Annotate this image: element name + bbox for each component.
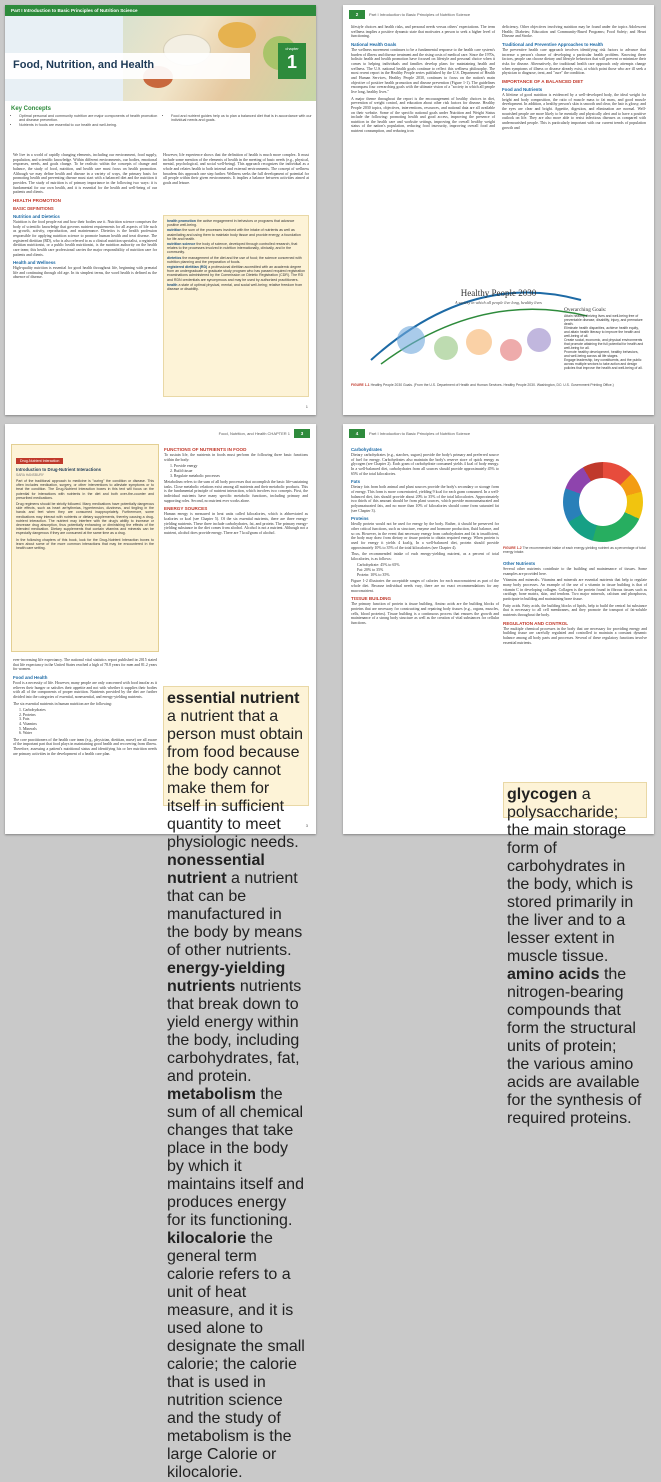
paragraph: The six essential nutrients in human nutrition are the following: xyxy=(13,701,113,706)
glossary-definition: a nutrient that can be manufactured in the body by means of other nutrients. xyxy=(167,870,303,959)
paragraph: ever-increasing life expectancy. The national vital statistics report published in 2015 stated that life expectancy in the United States reached a high of 78.8 years for men and 81.2 years for women. xyxy=(13,658,157,672)
page1-left-column xyxy=(13,153,157,282)
glossary-box xyxy=(163,215,309,397)
page-3 xyxy=(5,424,316,1481)
glossary-entry xyxy=(507,786,643,966)
paragraph: Vitamins and minerals. Vitamins and minerals are essential nutrients that help to regulate many body processes. An example of the use of a vitamin in tissue building is that of vitamin C in developing collagen. Collagen is the protein found in fibrous tissues such as cartilage, bone matrix, skin, and tendons. Two major minerals, calcium and phosphorus, participate in building and maintaining bone tissue. xyxy=(503,578,647,601)
glossary-term: essential nutrient xyxy=(167,690,300,707)
nutrition-paragraph: Nutrition is the food people eat and how their bodies use it. Nutrition science comprises the body of scientific knowledge that governs nutrient requirements for all aspects of life such as growth, activity, reproduction, and maintenance. Dietetics is the health profession responsible for applying nutrition science to promote human health and treat disease. The registered dietitian (RD), who is also referred to as a clinical nutrition specialist, a registered dietitian nutritionist, or a public health nutritionist, is the nutrition authority on the health care team; this health care professional carries the major responsibility of nutrition care for patients and clients. xyxy=(13,219,157,257)
glossary-entry xyxy=(167,960,305,1086)
glossary-definition: the sum of all chemical changes that take place in the body by which it maintains itself and produces energy for its functioning. xyxy=(167,1086,304,1229)
glossary-definition: the body of science, developed through controlled research, that relates to the processes involved in nutrition internationally, clinically, and in the community. xyxy=(167,242,298,255)
chapter-number-box xyxy=(278,43,306,79)
page-number-tab: 3 xyxy=(294,429,310,438)
subheading-other-nutrients: Other Nutrients xyxy=(503,561,536,566)
paragraph: The primary function of protein is tissue building. Amino acids are the building blocks of proteins that are necessary for constructing and repairing body tissues (e.g., organs, muscles, cells, blood proteins). Tissue building is a continuous process that ensures the growth and maintenance of a strong body structure as well as the creation of vital substances for cellular functions. xyxy=(351,602,499,625)
running-head: Food, Nutrition, and Health CHAPTER 1 xyxy=(218,431,290,436)
paragraph: The preventive health care approach involves identifying risk factors to advance that increase a person's chance of developing a particular health problem. Knowing these factors, people can choose dietary and lifestyle behaviors that will prevent or minimize their risks for disease. Alternatively, the traditional health care approach only attempts change when symptoms of illness or disease already exist, at which point those who are ill seek a physician to diagnose, treat, and "cure" the condition. xyxy=(502,47,646,76)
running-head: Part I Introduction to Basic Principles of Nutrition Science xyxy=(369,12,471,17)
list-item: 3. Fats xyxy=(19,717,30,722)
figure-label: FIGURE 1-2 xyxy=(503,546,522,550)
section-heading: TISSUE BUILDING xyxy=(351,596,392,602)
list-item: Carbohydrate: 45% to 65% xyxy=(357,563,400,568)
determinant-bubble xyxy=(527,328,551,352)
paragraph: Several other nutrients contribute to the building and maintenance of tissues. Some examples are provided here. xyxy=(503,567,647,576)
determinant-bubble xyxy=(434,336,458,360)
section-heading: IMPORTANCE OF A BALANCED DIET xyxy=(502,78,584,84)
paragraph: Metabolism refers to the sum of all body processes that accomplish the basic life-sustaining tasks. Close metabolic relations exist among all nutrients and their metabolic products. This is the fundamental principle of nutrient interaction, which involves two concepts. First, the individual nutrients have many specific metabolic functions, including primary and supporting roles. Second, no nutrient ever works alone. xyxy=(164,480,308,503)
glossary-term: nonessential nutrient xyxy=(167,852,265,887)
macronutrient-pie-graphic xyxy=(563,462,643,542)
subheading-nutrition: Nutrition and Dietetics xyxy=(13,213,60,219)
list-item: 4. Vitamins xyxy=(19,722,37,727)
figure-label: FIGURE 1-1 xyxy=(351,383,370,387)
glossary-term: dietetics xyxy=(167,255,182,260)
paragraph: The wellness movement continues to be a fundamental response to the health care system's burden of illness and disease treatment and the rising costs of medical care. Since the 1970s, holistic health and health promotion have focused on lifestyle and personal choice when it comes to helping individuals and families develop plans for maintaining health and wellness. The U.S. national health goals continue to reflect this wellness philosophy. The most recent report in the Healthy People series published by the U.S. Department of Health and Human Services, Healthy People 2030, continues to focus on the nation's main objective of positive health promotion and disease prevention (Figure 1-1). The guidelines encompass four overarching goals with the ultimate vision of a "society in which all people live long, healthy lives." xyxy=(351,47,495,94)
glossary-definition: nutrients that break down to yield energy within the body, including carbohydrates, fat, and protein. xyxy=(167,978,302,1085)
functions-list xyxy=(170,464,308,478)
glossary-term: nutrition xyxy=(167,228,182,233)
page-number-tab: 4 xyxy=(349,429,365,438)
part-banner: Part I Introduction to Basic Principles of Nutrition Science xyxy=(5,5,316,16)
paragraph: Ideally protein would not be used for energy by the body. Rather, it should be preserved for other critical functions, such as structure, enzyme and hormone production, fluid balance, and so on. However, in the event that necessary energy from carbohydrates and fat is insufficient, the body may draw from dietary or tissue protein to obtain required energy. When protein is used for energy it yields 4 kcal/g. In a well-balanced diet, protein should provide approximately 10% to 35% of the total kilocalories (see Chapter 4). xyxy=(351,522,499,550)
page-number-tab: 2 xyxy=(349,10,365,19)
figure-subtitle: A society in which all people live long, healthy lives xyxy=(455,300,542,305)
page4-left-column xyxy=(351,444,499,628)
glossary-term: registered dietitian (RD) xyxy=(167,265,208,270)
determinant-bubble xyxy=(466,329,492,355)
glossary-entry xyxy=(167,1086,305,1230)
glossary-term: health xyxy=(167,282,178,287)
glossary-entry xyxy=(167,242,305,255)
page4-right-column xyxy=(503,558,647,647)
box-tab: Drug-Nutrient Interaction xyxy=(16,458,63,464)
glossary-box xyxy=(163,686,309,1481)
glossary-entry xyxy=(167,228,305,241)
glossary-entry xyxy=(167,219,305,227)
page3-left-column xyxy=(13,658,157,758)
glossary-term: metabolism xyxy=(167,1086,256,1103)
subheading-national-goals: National Health Goals xyxy=(351,41,397,47)
pie-center xyxy=(579,478,627,526)
figure-caption xyxy=(503,546,647,554)
subheading-traditional: Traditional and Preventive Approaches to Health xyxy=(502,41,604,47)
box-author: SARA HANSBURY xyxy=(16,473,44,477)
ratio-list xyxy=(357,563,499,577)
subsection-heading: BASIC DEFINITIONS xyxy=(13,205,54,211)
glossary-entry xyxy=(167,265,305,282)
glossary-entry xyxy=(167,283,305,291)
glossary-definition: the sum of the processes involved with the intake of nutrients as well as assimilating and using them to maintain body tissue and provide energy; a foundation for life and health. xyxy=(167,228,301,241)
page-4 xyxy=(343,424,654,1127)
glossary-definition: a polysaccharide; the main storage form of carbohydrates in the body, which is stored primarily in the liver and to a lesser extent in muscle tissue. xyxy=(507,786,634,965)
key-concepts xyxy=(11,106,310,127)
running-head: Part I Introduction to Basic Principles of Nutrition Science xyxy=(369,431,471,436)
glossary-entry xyxy=(167,1230,305,1482)
key-concepts-list-right xyxy=(163,114,316,123)
key-concept-item: • Food and nutrient guides help us to plan a balanced diet that is in accordance with our individual needs and goals. xyxy=(171,114,316,123)
section-heading: HEALTH PROMOTION xyxy=(13,197,61,203)
paragraph: A major theme throughout the report is the encouragement of healthy choices in diet, prevention of weight control, and education about other risk factors for disease. Healthy People 2030 topics, objectives, interventions, resources, and national data are all available on their website. Some of the specific national goals under Nutrition and Weight Status include the following: promoting health and good access, improving the presence of nutrition in the health care and worksite settings, improving the overall healthy weight status of the nation's population, reducing food insecurity, improving overall food and nutrient consumption, and reducing iron xyxy=(351,96,495,134)
health-paragraph: High-quality nutrition is essential for good health throughout life, beginning with prenatal life and continuing through old age. In its simplest terms, the word health is defined as the absence of disease. xyxy=(13,266,157,280)
glossary-entry xyxy=(167,852,305,960)
paragraph: Food is a necessity of life. However, many people are only concerned with food insofar as it relieves their hunger or satisfies their appetite and not with whether it supplies their bodies with all of the components of proper nutrition. Nutrients provided by the diet are further divided into the categories of essential, nonessential, and energy-yielding nutrients. xyxy=(13,680,157,699)
section-heading: REGULATION AND CONTROL xyxy=(503,620,569,626)
drug-nutrient-box xyxy=(11,444,159,652)
glossary-term: amino acids xyxy=(507,966,600,983)
overarching-goals xyxy=(564,308,644,370)
glossary-entry xyxy=(167,690,305,852)
page2-right-column xyxy=(502,25,646,132)
list-item: 2. Build tissue xyxy=(170,468,193,473)
paragraph: The multiple chemical processes in the body that are necessary for providing energy and building tissue are carefully regulated and controlled to maintain a constant dynamic balance among all body parts and processes. Several of these regulatory functions involve essential nutrients. xyxy=(503,626,647,645)
paragraph: Dietary fats from both animal and plant sources provide the body's secondary or storage form of energy. This form is more concentrated, yielding 9 kcal for each gram consumed. In a well-balanced diet, fats should provide about 20% to 35% of the total kilocalories. Approximately two thirds of this amount should be from plant sources, which provide monounsaturated and polyunsaturated fats, and no more than 10% of kilocalories should come from saturated fat (see Chapter 3). xyxy=(351,485,499,513)
glossary-term: health promotion xyxy=(167,219,196,223)
paragraph: The core practitioners of the health care team (e.g., physician, dietitian, nurse) are all aware of the important part that food plays in maintaining good health and recovering from illness. Therefore, assessing a patient's nutritional status and identifying his or her nutrition needs are primary activities in the development of a health care plan. xyxy=(13,737,157,756)
page-folio: 1 xyxy=(305,404,308,409)
glossary-term: energy-yielding nutrients xyxy=(167,960,286,995)
key-concept-item: • Nutrients in foods are essential to our health and well-being. xyxy=(19,123,159,127)
section-heading: FUNCTIONS OF NUTRIENTS IN FOOD xyxy=(164,447,247,452)
goals-title: Overarching Goals: xyxy=(564,307,607,313)
list-item: 5. Minerals xyxy=(19,726,37,731)
box-paragraph: In the following chapters of this book, look for the Drug-Nutrient Interaction boxes to learn about some of the more common interactions that may be encountered in the health care setting. xyxy=(16,537,154,551)
figure-caption-text: The recommended intake of each energy-yielding nutrient as a percentage of total energy intake. xyxy=(503,546,646,554)
paragraph: A lifetime of good nutrition is evidenced by a well-developed body, the ideal weight for height and body composition, the ratio of muscle mass to fat mass, and good muscle development. In addition, a healthy person's skin is smooth and clear, the hair is glossy, and the eyes are clear and bright. Appetite, digestion, and elimination are normal. Well-nourished people are more likely to be mentally and physically alert and to have a positive outlook on life. They are also more able to resist infectious diseases as compared with undernourished people. This is particularly important with our current trends of population growth and xyxy=(502,92,646,130)
glossary-definition: a professional dietitian accredited with an academic degree from an undergraduate or graduate study program who has passed required registration examinations administered by the Commission on Dietetic Registration (CDR). The RD and RDN credentials are synonymous and may be used by authorized practitioners. xyxy=(167,265,306,282)
page-folio: 3 xyxy=(305,823,308,828)
subheading-food-nutrients: Food and Nutrients xyxy=(502,86,543,92)
paragraph: Dietary carbohydrates (e.g., starches, sugars) provide the body's primary and preferred source of fuel for energy. Carbohydrates also maintain the body's reserve store of quick energy as glycogen (see Chapter 2). Each gram of carbohydrate consumed yields 4 kcal of body energy. In a well-balanced diet, carbohydrates from all sources should provide approximately 45% to 65% of the total kilocalories. xyxy=(351,453,499,476)
box-heading: Introduction to Drug-Nutrient Interactions xyxy=(16,467,101,472)
subheading-food-health: Food and Health xyxy=(13,674,48,680)
goal-item: Create social, economic, and physical environments that promote attaining the full potential for health and well-being for all. xyxy=(564,338,644,350)
chapter-title: Food, Nutrition, and Health xyxy=(13,59,155,71)
glossary-entry xyxy=(167,256,305,264)
list-item: 1. Provide energy xyxy=(170,464,198,469)
glossary-term: glycogen xyxy=(507,786,578,803)
subheading-proteins: Proteins xyxy=(351,516,369,522)
glossary-definition: the nitrogen-bearing compounds that form the structural units of protein; the various amino acids are available for the synthesis of required proteins. xyxy=(507,966,642,1127)
list-item: Protein: 10% to 35% xyxy=(357,572,390,577)
chapter-label: chapter xyxy=(285,46,299,51)
subheading-health: Health and Wellness xyxy=(13,260,56,266)
section-heading: ENERGY SOURCES xyxy=(164,506,208,512)
chapter-number: 1 xyxy=(286,52,297,72)
page2-left-column xyxy=(351,25,495,136)
glossary-definition: a state of optimal physical, mental, and social well-being; relative freedom from disease or disability. xyxy=(167,282,303,292)
glossary-entry xyxy=(507,966,643,1128)
intro-paragraph: We live in a world of rapidly changing elements, including our environment, food supply, population, and scientific knowledge. Within different environments, our bodies, emotional responses, needs, and goals change. To be realistic within the concepts of change and balance, the study of food, nutrition, and health care must focus on health promotion. Although we may define health and disease in a variety of ways, the primary basis for promoting health and preventing disease must start with a balanced diet and the nutrition it provides. The study of nutrition is of primary importance in the following two ways: it is fundamental for our own health, and it is essential for the health and well-being of our patients and clients. xyxy=(13,153,157,195)
figure-title: Healthy People 2030 xyxy=(460,288,537,298)
paragraph: Fatty acids. Fatty acids, the building blocks of lipids, help to build the central fat substance that is necessary to all cell membranes, and they promote the transport of fat-soluble nutrients throughout the body. xyxy=(503,603,647,617)
page-2 xyxy=(343,5,654,415)
subheading-carbohydrates: Carbohydrates xyxy=(351,447,382,452)
subheading-fats: Fats xyxy=(351,479,361,485)
goal-item: Eliminate health disparities, achieve health equity, and attain health literacy to improve the health and well-being of all. xyxy=(564,326,640,338)
goal-item: Promote healthy development, healthy behaviors, and well-being across all life stages. xyxy=(564,350,639,358)
glossary-term: nutrition science xyxy=(167,242,196,247)
glossary-term: kilocalorie xyxy=(167,1230,247,1247)
page3-right-column xyxy=(164,444,308,538)
healthy-people-figure xyxy=(351,260,646,378)
fruit-shape xyxy=(218,22,256,48)
box-paragraph: Part of the traditional approach to medicine is "curing" the condition or disease. This often includes medication, surgery, or other interventions to alleviate symptoms or to treat the condition. The Drug-Nutrient Interaction boxes in this text will focus on the potential for interactions with nutrients in the diet and both over-the-counter and prescribed medications. xyxy=(16,479,154,500)
paragraph: Figure 1-2 illustrates the acceptable ranges of calories for each macronutrient as part of the whole diet. Because individual needs vary, there are no exact recommendations for any macronutrient. xyxy=(351,579,499,593)
paragraph: Human energy is measured in heat units called kilocalories, which is abbreviated as kcalories or kcal (see Chapter 5). Of the six essential nutrients, there are three energy-yielding nutrients. These three include carbohydrates, fat, and protein. The primary energy-yielding substance in the diet comes from alcohol. Alcohol is not a nutrient. Although not a nutrient, alcohol does provide energy. There are 7 kcal/gram of alcohol. xyxy=(164,512,308,535)
figure-caption-text: Healthy People 2030 Goals. (From the U.S. Department of Health and Human Services. Healthy People 2030. Washington, DC: U.S. Government Printing Office.) xyxy=(370,383,614,387)
key-concepts-list-left xyxy=(11,114,159,127)
intro-paragraph-right: However, life experience shows that the definition of health is much more complex. It must include some mention of the elements of health in the meeting of basic needs (e.g., physical, mental, psychological, and social well-being). This approach recognizes the individual as a whole and relates health to both internal and external environments. The concept of wellness broadens this approach one step further. Wellness seeks the full development of potential for all people within their given environments. It implies a balance between activities aimed at goals and leisure. xyxy=(163,153,309,185)
key-concepts-title: Key Concepts xyxy=(11,106,52,112)
glossary-definition: the active engagement in behaviors or programs that advance positive well-being. xyxy=(167,219,295,228)
box-paragraph: Drug regimens should be strictly followed. Many medications have potentially dangerous side effects, such as heart arrhythmias, hypertension, dizziness, and tingling in the hands and feet when they are consumed inappropriately. Furthermore, some medications may interact with nutrients or dietary supplements, thereby causing a drug-nutrient interaction. The nutrient may interfere with the drug's ability to increase or decrease drug absorption, thus potentially enhancing or diminishing the effects of the intended medication. Dietary supplements that contain vitamins and minerals can be especially dangerous if they are consumed at the same time as a drug. xyxy=(16,502,154,536)
determinant-bubble xyxy=(500,339,522,361)
list-item: Fat: 20% to 35% xyxy=(357,568,384,573)
list-item: 3. Regulate metabolic processes xyxy=(170,473,220,478)
list-item: 1. Carbohydrates xyxy=(19,708,46,713)
determinant-bubble xyxy=(397,326,425,354)
paragraph: lifestyle choices and health risks, and personal needs versus others' expectations. The term wellness implies a positive dynamic state that motivates a person to seek a higher level of functioning. xyxy=(351,25,495,39)
goal-item: Engage leadership, key constituents, and the public across multiple sectors to take action and design policies that improve the health and well-being of all. xyxy=(564,358,643,370)
glossary-definition: the general term calorie refers to a unit of heat measure, and it is used alone to designate the small calorie; the calorie that is used in nutrition science and the study of metabolism is the large Calorie or kilocalorie. xyxy=(167,1230,305,1481)
glossary-box xyxy=(503,782,647,1127)
paragraph: Thus, the recommended intake of each energy-yielding nutrient, as a percent of total kilocalories, is as follows: xyxy=(351,552,499,561)
page-1 xyxy=(5,5,316,415)
paragraph: To sustain life, the nutrients in foods must perform the following three basic functions within the body: xyxy=(164,453,308,462)
list-item: 6. Water xyxy=(19,731,33,736)
glossary-definition: the management of the diet and the use of food; the science concerned with nutrition planning and the preparation of foods. xyxy=(167,255,302,264)
page1-right-column xyxy=(163,153,309,188)
figure-caption xyxy=(351,383,643,387)
key-concept-item: • Optimal personal and community nutrition are major components of health promotion and disease prevention. xyxy=(19,114,159,123)
essential-nutrients-list xyxy=(19,708,157,736)
paragraph: deficiency. Other objectives involving nutrition may be found under the topics Adolescent Health; Diabetes; Education and Community-Based Programs; Food Safety; and Heart Disease and Stroke. xyxy=(502,25,646,39)
goal-item: Attain healthy, thriving lives and well-being free of preventable disease, disability, injury, and premature death. xyxy=(564,314,643,326)
list-item: 2. Proteins xyxy=(19,712,36,717)
glossary-definition: a nutrient that a person must obtain from food because the body cannot make them for itself in sufficient quantity to meet physiologic needs. xyxy=(167,708,304,851)
